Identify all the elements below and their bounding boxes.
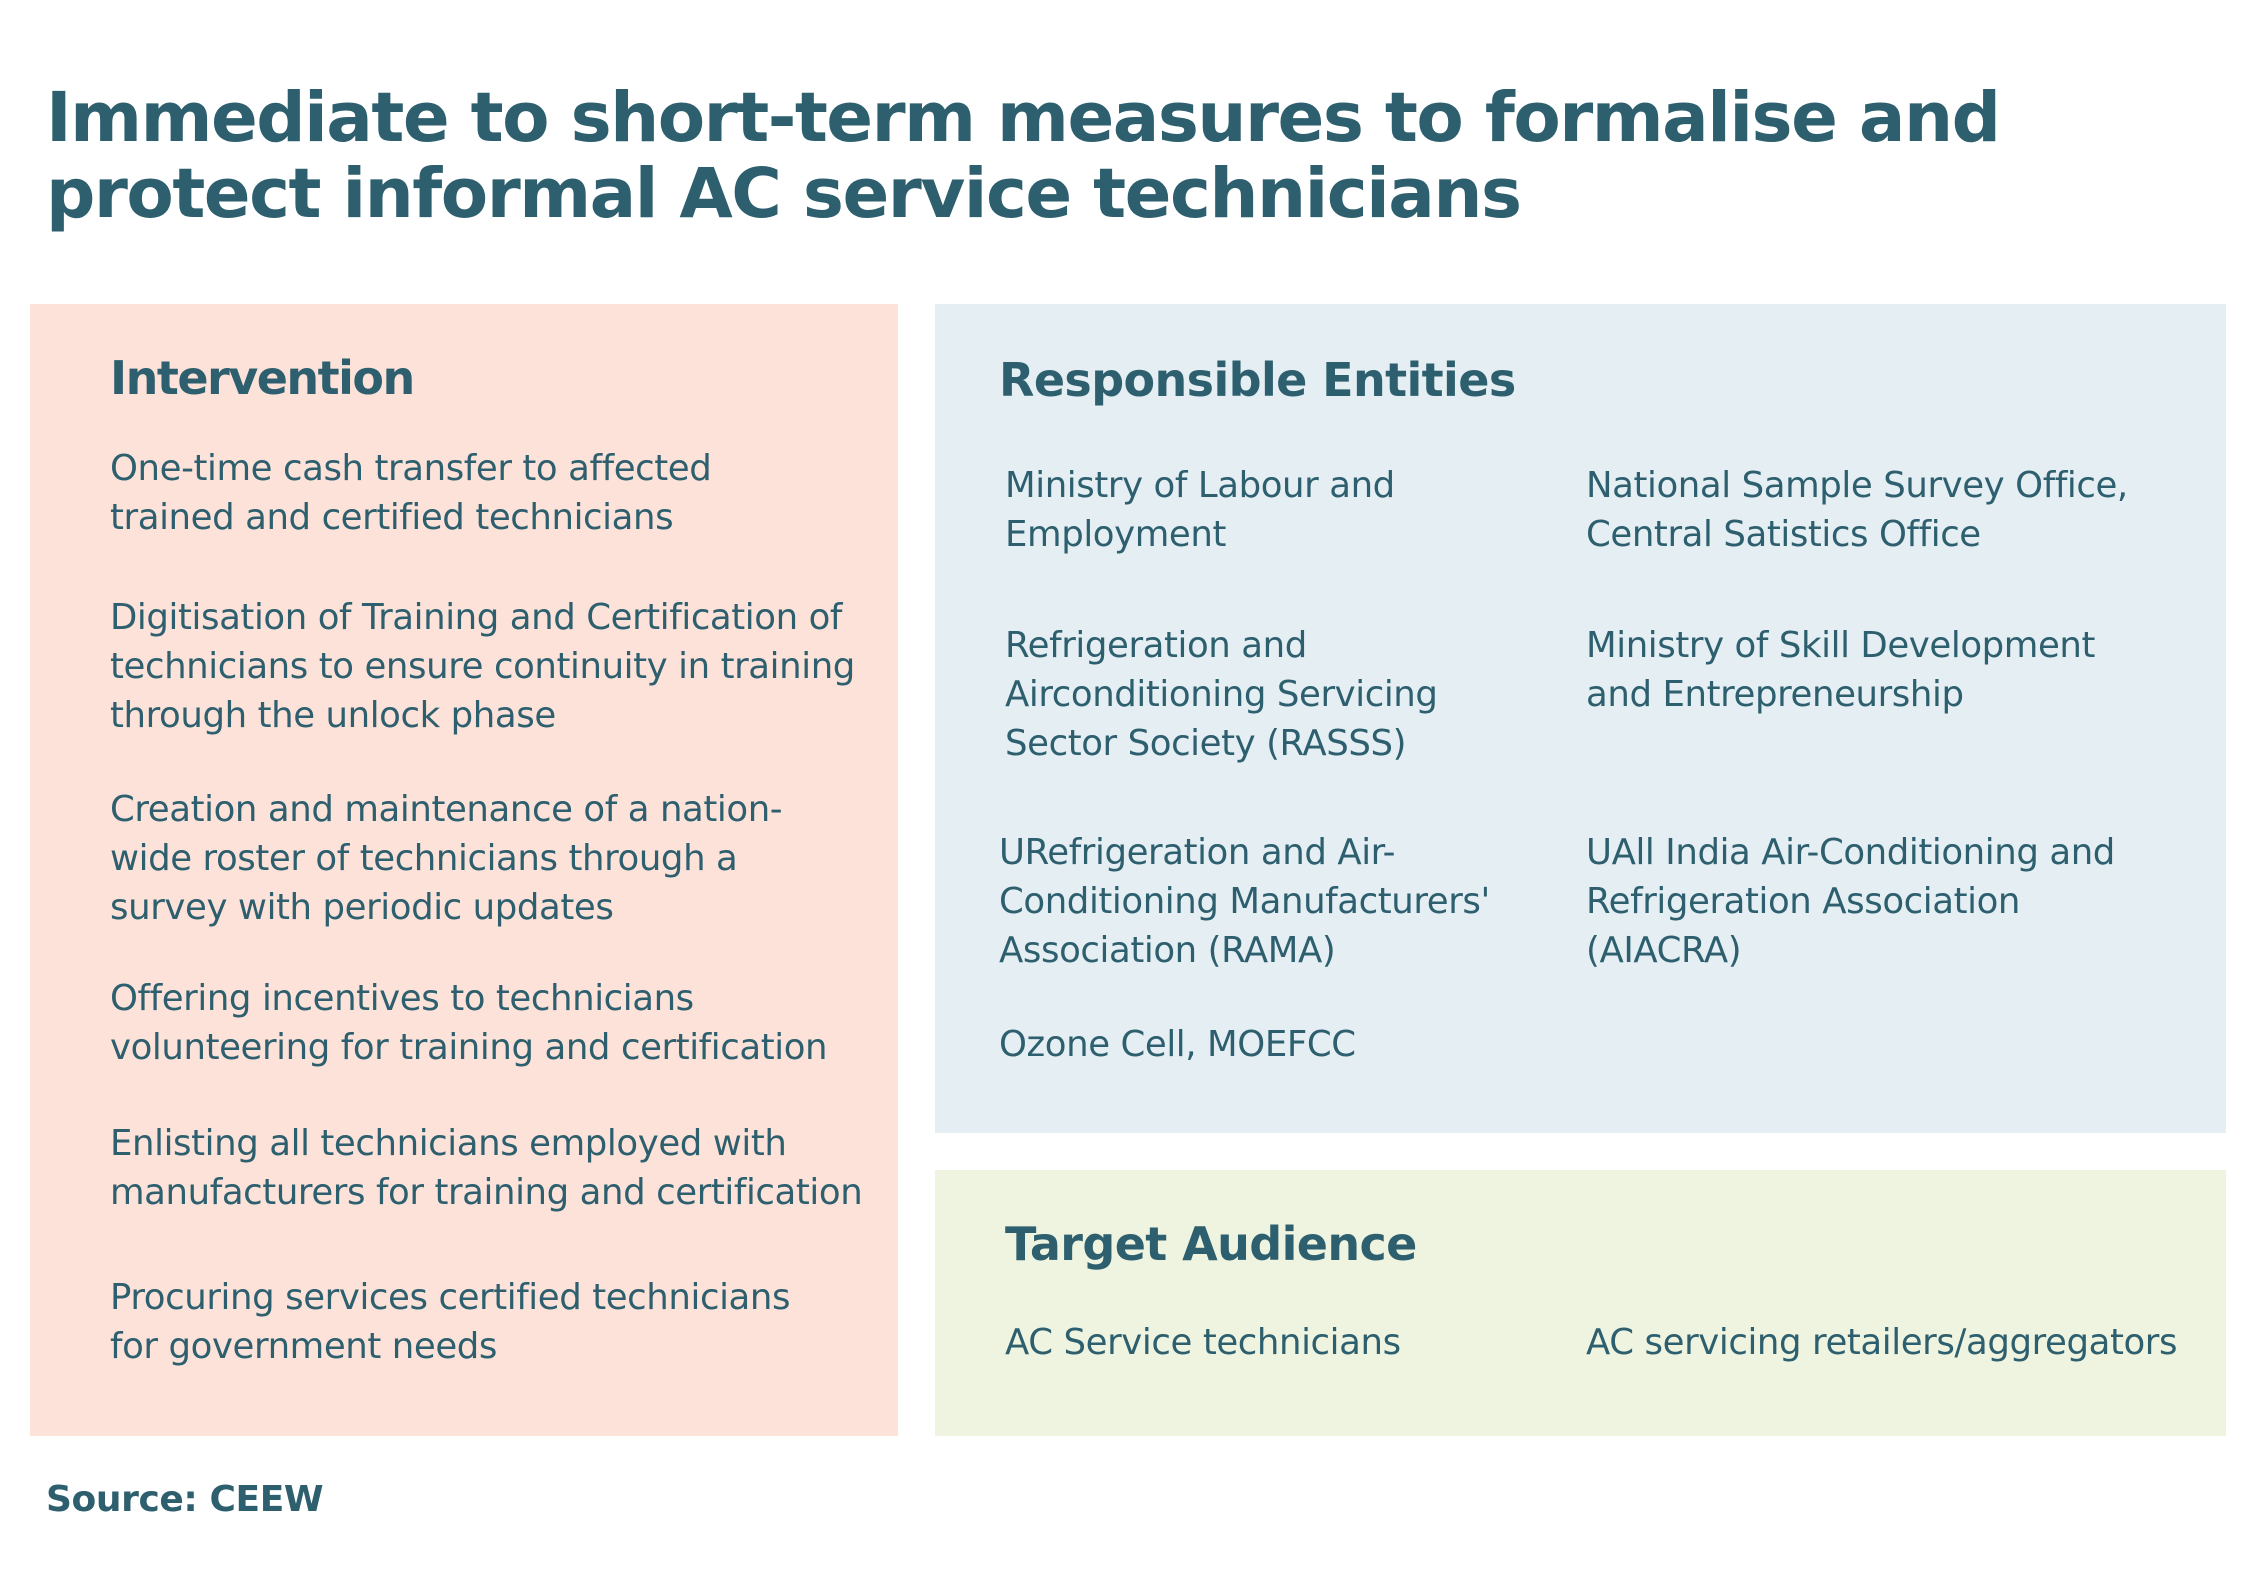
entity-item-line: Sector Society (RASSS) xyxy=(1005,723,1407,764)
entity-item xyxy=(999,828,1490,975)
entity-item-line: Employment xyxy=(1005,514,1226,555)
target-audience-heading: Target Audience xyxy=(1005,1217,1417,1271)
entity-item-line: Association (RAMA) xyxy=(999,930,1336,971)
entity-item-line: Ministry of Skill Development xyxy=(1586,625,2096,666)
intervention-item-line: trained and certified technicians xyxy=(110,497,674,538)
entity-item-line: Ozone Cell, MOEFCC xyxy=(999,1024,1356,1065)
entity-item-line: Refrigeration and xyxy=(1005,625,1307,666)
responsible-entities-heading: Responsible Entities xyxy=(999,353,1516,407)
page-title xyxy=(46,78,2000,234)
intervention-item xyxy=(110,974,827,1072)
intervention-item-line: Digitisation of Training and Certification of xyxy=(110,597,842,638)
entity-item-line: Conditioning Manufacturers' xyxy=(999,881,1490,922)
intervention-item-line: manufacturers for training and certification xyxy=(110,1172,863,1213)
intervention-panel xyxy=(30,304,898,1436)
intervention-item-line: Procuring services certified technicians xyxy=(110,1277,791,1318)
intervention-item-line: One-time cash transfer to affected xyxy=(110,448,712,489)
intervention-item xyxy=(110,785,782,932)
source-note: Source: CEEW xyxy=(46,1479,324,1520)
entity-item xyxy=(1005,621,1438,768)
entity-item xyxy=(1586,828,2115,975)
intervention-item-line: Enlisting all technicians employed with xyxy=(110,1123,787,1164)
entity-item-line: National Sample Survey Office, xyxy=(1586,465,2128,506)
entity-item-line: Ministry of Labour and xyxy=(1005,465,1395,506)
intervention-item-line: wide roster of technicians through a xyxy=(110,838,738,879)
entity-item xyxy=(999,1020,1356,1069)
intervention-item-line: technicians to ensure continuity in training xyxy=(110,646,855,687)
intervention-item xyxy=(110,1273,790,1371)
intervention-item-line: Creation and maintenance of a nation- xyxy=(110,789,783,830)
entity-item-line: UAll India Air-Conditioning and xyxy=(1586,832,2115,873)
intervention-item xyxy=(110,1119,862,1217)
entity-item-line: Central Satistics Office xyxy=(1586,514,1981,555)
intervention-item xyxy=(110,444,711,542)
entity-item-line: (AIACRA) xyxy=(1586,930,1742,971)
intervention-item-line: for government needs xyxy=(110,1326,498,1367)
intervention-item-line: survey with periodic updates xyxy=(110,887,614,928)
entity-item xyxy=(1586,621,2095,719)
responsible-entities-panel xyxy=(935,304,2226,1133)
intervention-item-line: through the unlock phase xyxy=(110,695,556,736)
entity-item-line: Refrigeration Association xyxy=(1586,881,2021,922)
title-line-1: Immediate to short-term measures to formalise and xyxy=(46,78,2000,158)
audience-item xyxy=(1586,1318,2177,1367)
audience-item xyxy=(1005,1318,1401,1367)
audience-item-line: AC Service technicians xyxy=(1005,1322,1401,1363)
title-line-2: protect informal AC service technicians xyxy=(46,154,1521,234)
entity-item-line: Airconditioning Servicing xyxy=(1005,674,1438,715)
intervention-item-line: volunteering for training and certification xyxy=(110,1027,828,1068)
target-audience-panel xyxy=(935,1170,2226,1436)
audience-item-line: AC servicing retailers/aggregators xyxy=(1586,1322,2178,1363)
entity-item-line: and Entrepreneurship xyxy=(1586,674,1964,715)
entity-item-line: URefrigeration and Air- xyxy=(999,832,1396,873)
intervention-item xyxy=(110,593,855,740)
intervention-item-line: Offering incentives to technicians xyxy=(110,978,694,1019)
intervention-heading: Intervention xyxy=(110,351,414,405)
entity-item xyxy=(1586,461,2128,559)
entity-item xyxy=(1005,461,1395,559)
